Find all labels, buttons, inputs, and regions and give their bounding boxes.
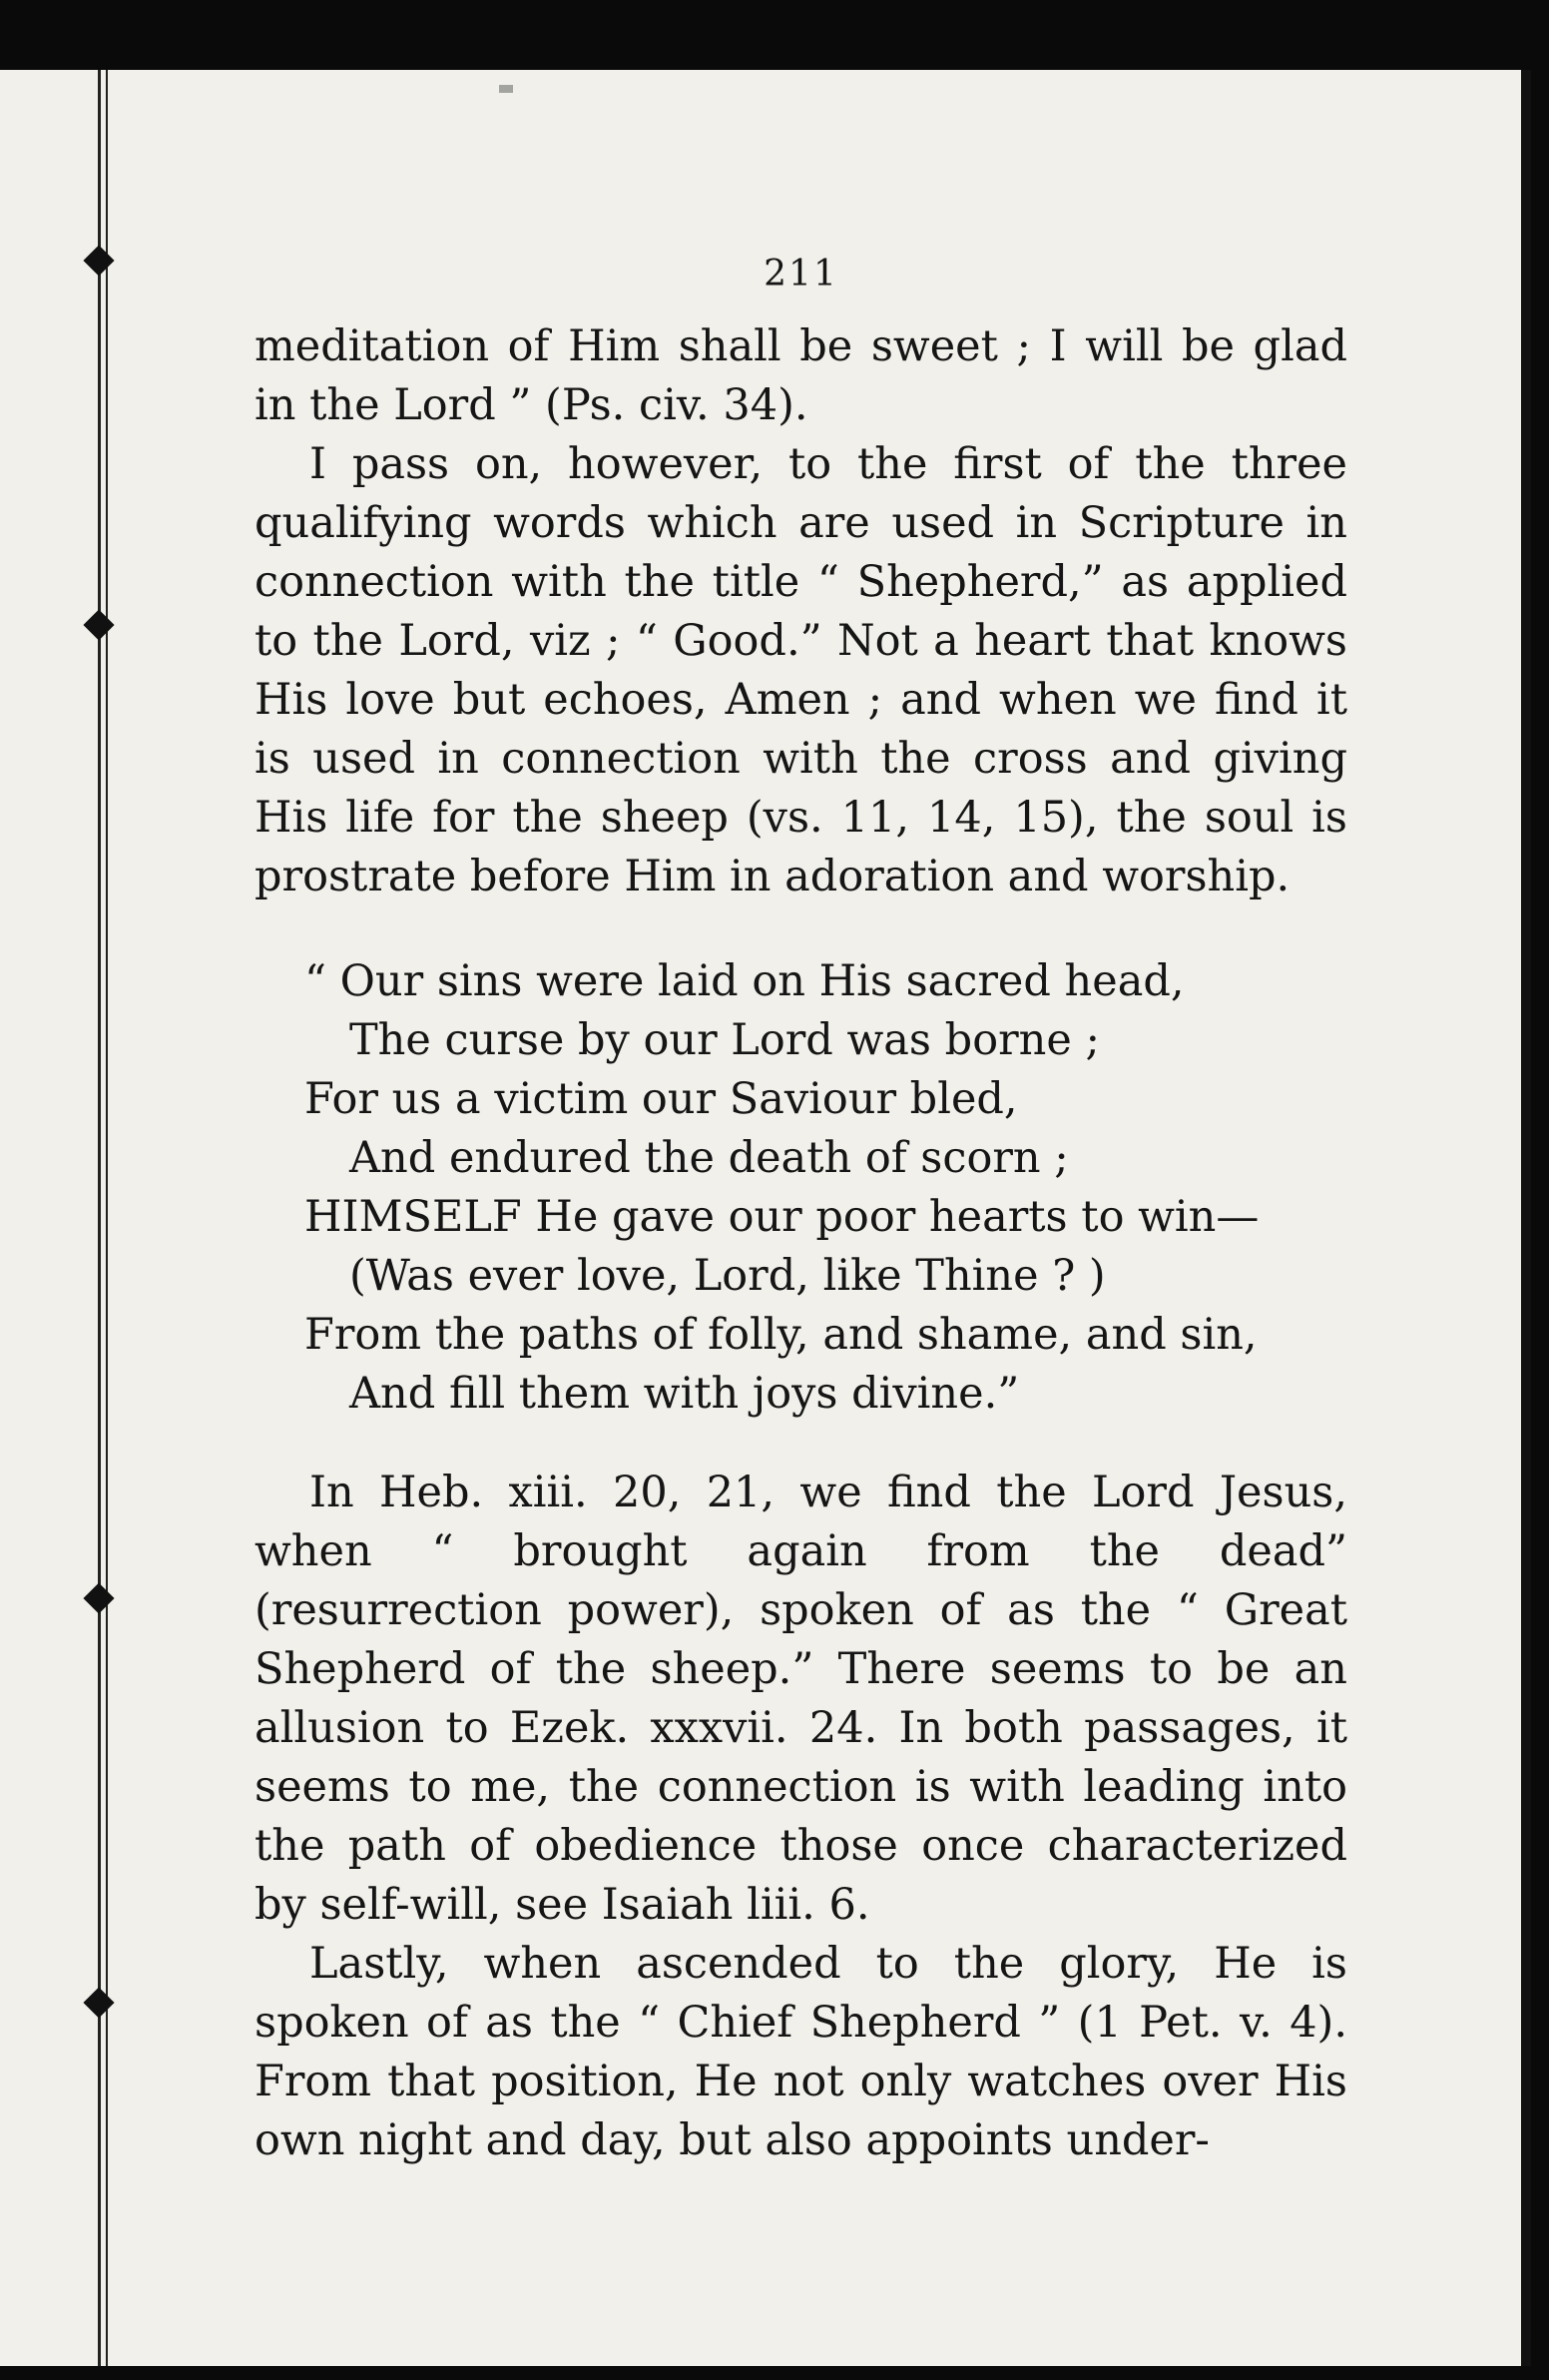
poem-line: (Was ever love, Lord, like Thine ? ) (349, 1251, 1106, 1301)
paragraph: meditation of Him shall be sweet ; I will be glad in the Lord ” (Ps. civ. 34). (255, 321, 1347, 430)
scan-mark (499, 85, 513, 93)
binding-stitch (83, 1582, 114, 1613)
poem-line: For us a victim our Saviour bled, (304, 1074, 1018, 1124)
page-number: 211 (764, 254, 838, 295)
binding-stitch (83, 609, 114, 640)
poem-line: “ Our sins were laid on His sacred head, (304, 956, 1185, 1006)
binding-stitch (83, 1987, 114, 2018)
binding-line (98, 70, 101, 2366)
poem-line: And fill them with joys divine.” (349, 1369, 1020, 1419)
book-page (0, 70, 1531, 2366)
page-text (255, 245, 1347, 2170)
poem (304, 952, 1347, 1424)
poem-line: From the paths of folly, and shame, and sin, (304, 1310, 1258, 1360)
poem-line: HIMSELF He gave our poor hearts to win— (304, 1192, 1260, 1242)
binding-stitch (83, 245, 114, 276)
binding-line (106, 70, 108, 2366)
poem-line: The curse by our Lord was borne ; (349, 1015, 1100, 1065)
paragraph: Lastly, when ascended to the glory, He is spoken of as the “ Chief Shepherd ” (1 Pet. v. 4). From that position, He not only watches over His own night and day, but also appoints under- (255, 1939, 1347, 2165)
paragraph: I pass on, however, to the first of the three qualifying words which are used in Scripture in connection with the title “ Shepherd,” as applied to the Lord, viz ; “ Good.” Not a heart that knows His love but echoes, Amen ; and when we find it is used in connection with the cross and giving His life for the sheep (vs. 11, 14, 15), the soul is prostrate before Him in adoration and worship. (255, 439, 1347, 901)
poem-line: And endured the death of scorn ; (349, 1133, 1069, 1183)
paragraph: In Heb. xiii. 20, 21, we find the Lord Jesus, when “ brought again from the dead” (resurrection power), spoken of as the “ Great Shepherd of the sheep.” There seems to be an allusion to Ezek. xxxvii. 24. In both passages, it seems to me, the connection is with leading into the path of obedience those once characterized by self-will, see Isaiah liii. 6. (255, 1468, 1347, 1930)
